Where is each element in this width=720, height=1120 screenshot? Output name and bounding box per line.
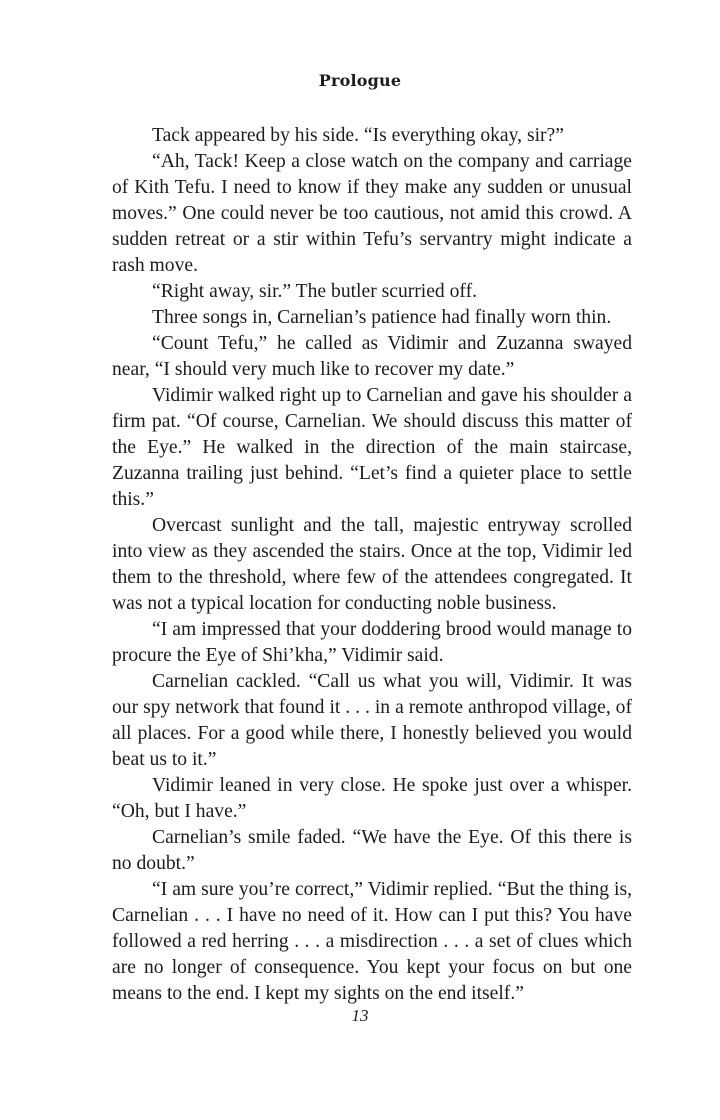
paragraph: Tack appeared by his side. “Is everything okay, sir?” xyxy=(152,125,564,146)
page-number: 13 xyxy=(351,1006,369,1025)
paragraph: Carnelian cackled. “Call us what you will, Vidimir. It was our spy network that found it . . . in a remote anthropod village, of all places. For a good while there, I honestly believed you would beat us to it.” xyxy=(112,671,632,770)
paragraph: “I am impressed that your doddering brood would manage to procure the Eye of Shi’kha,” Vidimir said. xyxy=(112,619,632,666)
paragraph: “Right away, sir.” The butler scurried off. xyxy=(152,281,478,302)
paragraph: Vidimir walked right up to Carnelian and gave his shoulder a firm pat. “Of course, Carnelian. We should discuss this matter of the Eye.” He walked in the direction of the main staircase, Zuzanna trailing just behind. “Let’s find a quieter place to settle this.” xyxy=(112,385,632,510)
paragraph: Vidimir leaned in very close. He spoke just over a whisper. “Oh, but I have.” xyxy=(112,775,632,822)
body-text xyxy=(112,123,632,1007)
paragraph: “Ah, Tack! Keep a close watch on the company and carriage of Kith Tefu. I need to know if they make any sudden or unusual moves.” One could never be too cautious, not amid this crowd. A sudden retreat or a stir within Tefu’s servantry might indicate a rash move. xyxy=(112,151,632,276)
paragraph: Three songs in, Carnelian’s patience had finally worn thin. xyxy=(152,307,612,328)
paragraph: Overcast sunlight and the tall, majestic entryway scrolled into view as they ascended the stairs. Once at the top, Vidimir led them to the threshold, where few of the attendees congregated. It was not a typical location for conducting noble business. xyxy=(112,515,632,614)
paragraph: Carnelian’s smile faded. “We have the Eye. Of this there is no doubt.” xyxy=(112,827,632,874)
running-head: Prologue xyxy=(318,71,402,90)
paragraph: “Count Tefu,” he called as Vidimir and Zuzanna swayed near, “I should very much like to recover my date.” xyxy=(112,333,632,380)
paragraph: “I am sure you’re correct,” Vidimir replied. “But the thing is, Carnelian . . . I have no need of it. How can I put this? You have followed a red herring . . . a misdirection . . . a set of clues which are no longer of consequence. You kept your focus on but one means to the end. I kept my sights on the end itself.” xyxy=(112,879,632,1004)
